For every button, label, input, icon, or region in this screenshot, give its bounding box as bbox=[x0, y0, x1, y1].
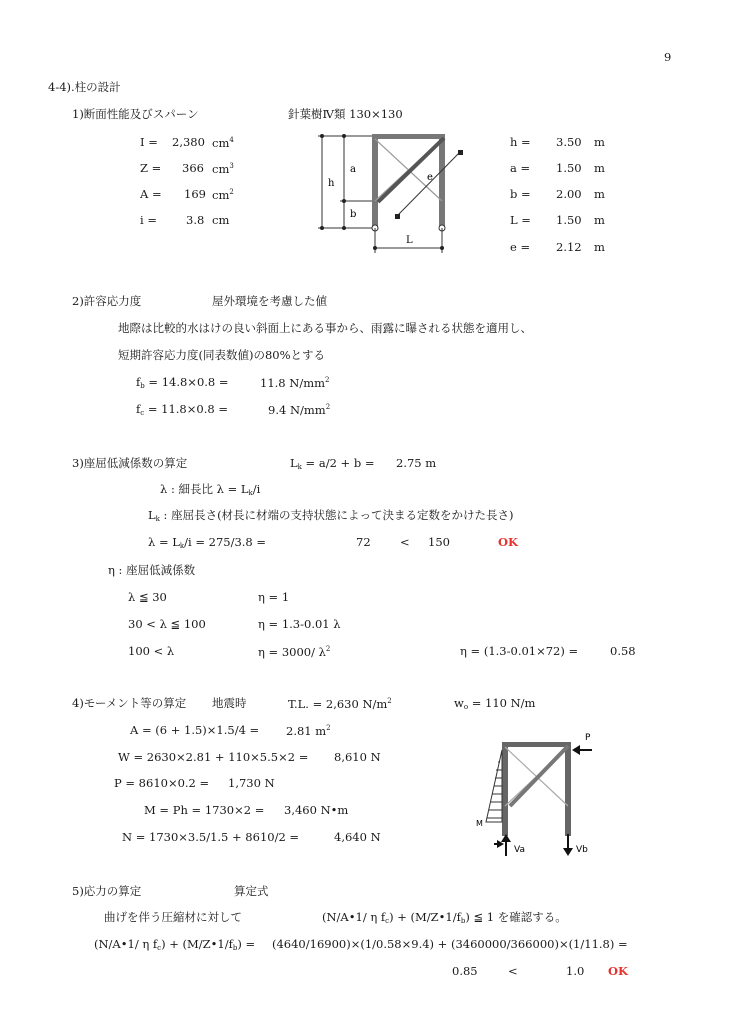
dim-value: 2.12 bbox=[556, 240, 582, 254]
frame-diagram bbox=[300, 128, 490, 258]
section-1-title: 1)断面性能及びスパーン bbox=[72, 107, 199, 121]
calc-value: 8,610 N bbox=[334, 750, 381, 764]
dim-value: 1.50 bbox=[556, 161, 582, 175]
case-condition: 100 < λ bbox=[128, 644, 175, 658]
section-4-title: 4)モーメント等の算定 bbox=[72, 696, 187, 710]
ok-mark: OK bbox=[608, 964, 629, 978]
ok-mark: OK bbox=[498, 535, 519, 549]
dim-label: h = bbox=[510, 135, 531, 149]
calc-line: W = 2630×2.81 + 110×5.5×2 = bbox=[118, 750, 309, 764]
check-lhs: (N/A•1/ η $f_c$) + $(M/Z•1/f_b)$ = bbox=[94, 937, 256, 952]
dim-unit: m bbox=[594, 213, 605, 227]
prop-label: I = bbox=[140, 135, 158, 149]
total-load: T.L. = 2,630 $N/m^2$ bbox=[288, 697, 392, 711]
prop-label: i = bbox=[140, 213, 157, 227]
dim-value: 1.50 bbox=[556, 213, 582, 227]
dim-b-label: b bbox=[350, 209, 357, 220]
check-rhs: (4640/16900)×(1/0.58×9.4) + (3460000/366000)×(1/11.8) = bbox=[272, 937, 628, 951]
dim-h-label: h bbox=[328, 178, 335, 189]
lk-value: 2.75 m bbox=[396, 456, 437, 470]
paragraph-line: 地際は比較的水はけの良い斜面上にある事から、雨露に曝される状態を適用し、 bbox=[118, 321, 532, 335]
case-formula: η = 1 bbox=[258, 590, 290, 604]
calc-value: 3,460 N•m bbox=[284, 803, 349, 817]
section-3-title: 3)座屈低減係数の算定 bbox=[72, 456, 188, 470]
load-P-label: P bbox=[585, 733, 591, 743]
calc-line: A = (6 + 1.5)×1.5/4 = bbox=[130, 723, 260, 737]
prop-value: 169 bbox=[184, 187, 206, 201]
dim-value: 3.50 bbox=[556, 135, 582, 149]
prop-label: Z = bbox=[140, 161, 162, 175]
lambda-definition: λ : 細長比 $\lambda = L_k/i$ bbox=[160, 482, 261, 497]
prop-label: A = bbox=[140, 187, 162, 201]
prop-unit: $cm^2$ bbox=[212, 188, 234, 202]
slenderness-limit: 150 bbox=[428, 535, 450, 549]
dim-value: 2.00 bbox=[556, 187, 582, 201]
check-result: 0.85 bbox=[452, 964, 478, 978]
dim-L-label: L bbox=[406, 235, 413, 246]
dim-unit: m bbox=[594, 187, 605, 201]
calc-value: 4,640 N bbox=[334, 830, 381, 844]
lk-formula: $L_k = a/2 + b$ = bbox=[290, 456, 375, 471]
fc-formula: $f_c = 11.8\times 0.8$ = bbox=[136, 402, 228, 417]
check-formula: (N/A•1/ η $f_c$) + $(M/Z•1/f_b)$ ≦ 1 を確認する。 bbox=[322, 910, 567, 925]
dim-unit: m bbox=[594, 135, 605, 149]
section-2-note: 屋外環境を考慮した値 bbox=[212, 294, 327, 308]
prop-unit: $cm^4$ bbox=[212, 136, 234, 150]
eta-calc: η = (1.3-0.01×72) = bbox=[460, 644, 579, 658]
case-condition: λ ≦ 30 bbox=[128, 590, 167, 604]
dim-label: a = bbox=[510, 161, 531, 175]
calc-value: 2.81 $m^2$ bbox=[286, 724, 331, 738]
section-5-title: 5)応力の算定 bbox=[72, 884, 142, 898]
calc-line: M = Ph = 1730×2 = bbox=[144, 803, 265, 817]
case-formula: η = 3000/ $\lambda^2$ bbox=[258, 645, 331, 659]
eta-value: 0.58 bbox=[610, 644, 636, 658]
dim-e-label: e bbox=[427, 172, 433, 183]
fb-value: 11.8 $N/mm^2$ bbox=[260, 376, 330, 390]
prop-value: 3.8 bbox=[186, 213, 205, 227]
calc-line: P = 8610×0.2 = bbox=[114, 776, 210, 790]
reaction-Vb-label: Vb bbox=[576, 845, 588, 855]
calc-value: 1,730 N bbox=[228, 776, 275, 790]
material-label: 針葉樹Ⅳ類 130×130 bbox=[288, 107, 403, 121]
less-than: < bbox=[508, 964, 518, 978]
eta-definition: η : 座屈低減係数 bbox=[108, 563, 196, 577]
check-limit: 1.0 bbox=[566, 964, 585, 978]
fb-formula: $f_b = 14.8\times 0.8$ = bbox=[136, 375, 229, 390]
case-condition: 30 < λ ≦ 100 bbox=[128, 617, 206, 631]
prop-value: 2,380 bbox=[172, 135, 205, 149]
case-formula: η = 1.3-0.01 λ bbox=[258, 617, 341, 631]
paragraph-line: 短期許容応力度(同表数値)の80%とする bbox=[118, 348, 326, 362]
prop-unit: cm bbox=[212, 213, 230, 227]
slenderness-value: 72 bbox=[356, 535, 371, 549]
dim-unit: m bbox=[594, 161, 605, 175]
prop-unit: $cm^3$ bbox=[212, 162, 234, 176]
moment-M-label: M bbox=[476, 819, 483, 828]
calc-line: N = 1730×3.5/1.5 + 8610/2 = bbox=[122, 830, 300, 844]
load-condition: 地震時 bbox=[212, 696, 247, 710]
prop-value: 366 bbox=[182, 161, 204, 175]
dim-label: e = bbox=[510, 240, 531, 254]
wind-load: $w_o = 110$ N/m bbox=[454, 696, 536, 711]
section-5-sub: 算定式 bbox=[234, 884, 269, 898]
page-number: 9 bbox=[664, 50, 672, 64]
dim-a-label: a bbox=[350, 164, 356, 175]
chapter-title: 4-4).柱の設計 bbox=[48, 80, 121, 94]
dim-label: L = bbox=[510, 213, 531, 227]
reaction-Va-label: Va bbox=[514, 845, 525, 855]
less-than: < bbox=[400, 535, 410, 549]
section-2-title: 2)許容応力度 bbox=[72, 294, 142, 308]
slenderness-calc: $\lambda = L_k/i = 275/3.8$ = bbox=[148, 535, 267, 550]
moment-diagram bbox=[472, 726, 612, 861]
dim-unit: m bbox=[594, 240, 605, 254]
fc-value: 9.4 $N/mm^2$ bbox=[268, 403, 331, 417]
lk-definition: $L_k$ : 座屈長さ(材長に材端の支持状態によって決まる定数をかけた長さ) bbox=[148, 508, 514, 523]
dim-label: b = bbox=[510, 187, 531, 201]
check-intro: 曲げを伴う圧縮材に対して bbox=[104, 910, 242, 924]
